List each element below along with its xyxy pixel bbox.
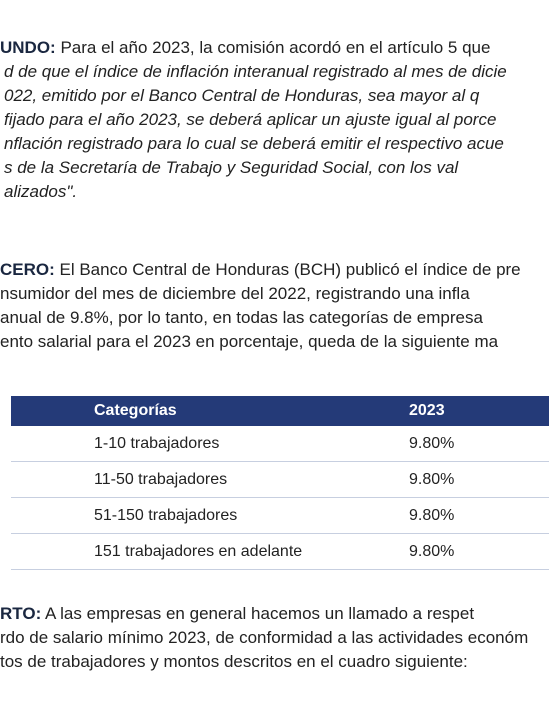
paragraph-label: UNDO: — [0, 38, 56, 57]
category-cell: 151 trabajadores en adelante — [11, 534, 394, 570]
table-row — [11, 534, 549, 570]
paragraph-text: A las empresas en general hacemos un llamado a respet — [41, 604, 475, 623]
paragraph-tercero — [0, 258, 560, 354]
paragraph-line: fijado para el año 2023, se deberá aplicar un ajuste igual al porce — [4, 110, 497, 129]
paragraph-line — [0, 602, 560, 626]
paragraph-line: d de que el índice de inflación interanual registrado al mes de dicie — [4, 62, 507, 81]
paragraph-line: nsumidor del mes de diciembre del 2022, registrando una infla — [0, 284, 470, 303]
table-row — [11, 426, 549, 462]
paragraph-line: anual de 9.8%, por lo tanto, en todas las categorías de empresa — [0, 308, 483, 327]
rate-cell: 9.80% — [394, 426, 549, 462]
table-header-row — [11, 396, 549, 426]
rate-cell: 9.80% — [394, 498, 549, 534]
paragraph-line: tos de trabajadores y montos descritos en el cuadro siguiente: — [0, 652, 468, 671]
paragraph-label: RTO: — [0, 604, 42, 623]
paragraph-line: ento salarial para el 2023 en porcentaje, queda de la siguiente ma — [0, 332, 499, 351]
column-header-2023: 2023 — [394, 396, 549, 426]
salary-adjustment-table — [11, 396, 549, 570]
table-row — [11, 462, 549, 498]
paragraph-line: nflación registrado para lo cual se deberá emitir el respectivo acue — [4, 134, 504, 153]
column-header-categorias: Categorías — [11, 396, 394, 426]
category-cell: 1-10 trabajadores — [11, 426, 394, 462]
table-row — [11, 498, 549, 534]
category-cell: 11-50 trabajadores — [11, 462, 394, 498]
paragraph-text: El Banco Central de Honduras (BCH) publicó el índice de pre — [54, 260, 521, 279]
paragraph-line — [0, 258, 560, 282]
rate-cell: 9.80% — [394, 462, 549, 498]
rate-cell: 9.80% — [394, 534, 549, 570]
paragraph-segundo — [0, 36, 560, 204]
paragraph-line: s de la Secretaría de Trabajo y Seguridad Social, con los val — [4, 158, 459, 177]
paragraph-line: alizados". — [4, 182, 78, 201]
paragraph-cuarto — [0, 602, 560, 674]
category-cell: 51-150 trabajadores — [11, 498, 394, 534]
paragraph-text: Para el año 2023, la comisión acordó en el artículo 5 que — [55, 38, 491, 57]
paragraph-line: 022, emitido por el Banco Central de Honduras, sea mayor al q — [4, 86, 480, 105]
paragraph-line — [0, 36, 560, 60]
paragraph-line: rdo de salario mínimo 2023, de conformidad a las actividades económ — [0, 628, 529, 647]
paragraph-label: CERO: — [0, 260, 55, 279]
